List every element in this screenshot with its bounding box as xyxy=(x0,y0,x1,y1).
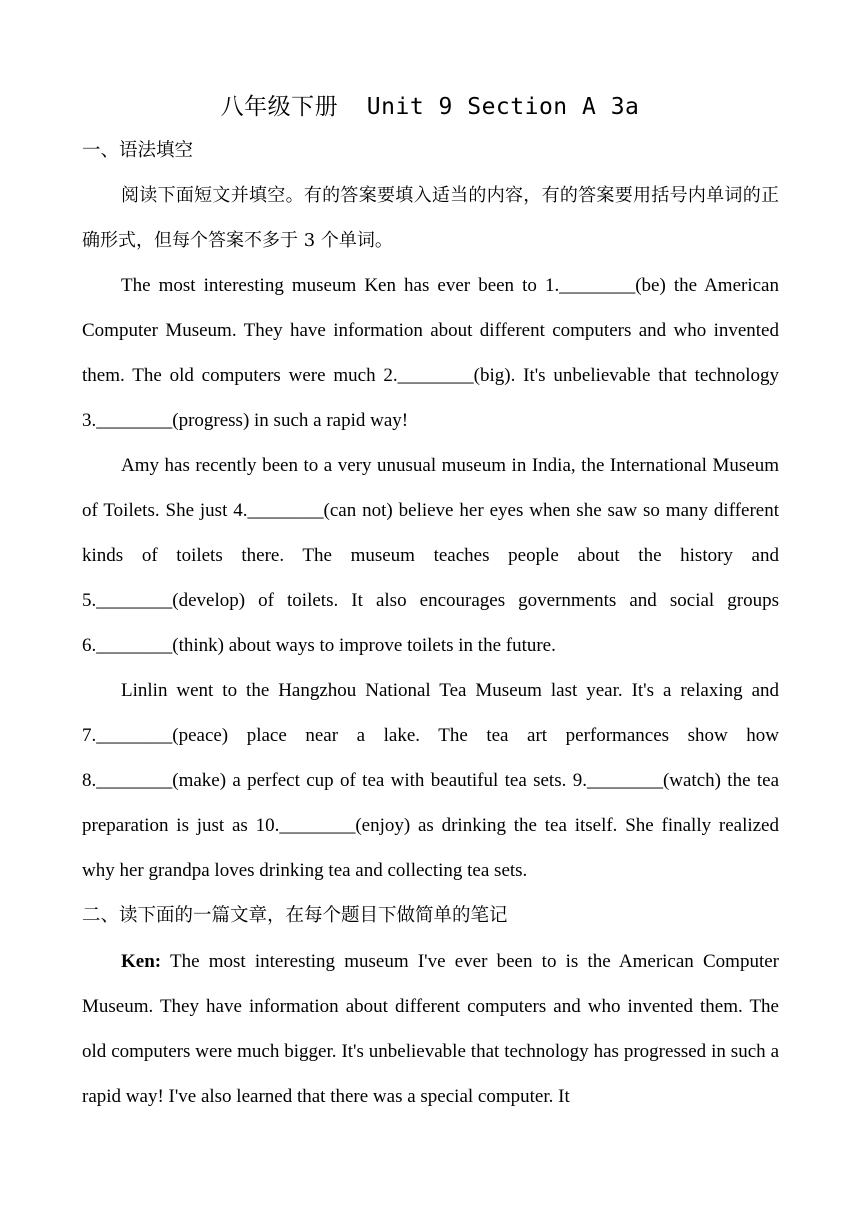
reading-passage-ken xyxy=(82,939,779,1119)
passage-paragraph-amy: Amy has recently been to a very unusual museum in India, the International Museum of Toilets. She just 4.________(can not) believe her eyes when she saw so many different kinds of toilets there. The museum teaches people about the history and 5.________(develop) of toilets. It also encourages governments and social groups 6.________(think) about ways to improve toilets in the future. xyxy=(82,455,779,656)
section2-heading: 二、读下面的一篇文章，在每个题目下做简单的笔记 xyxy=(82,905,508,926)
passage-paragraph-ken: The most interesting museum Ken has ever been to 1.________(be) the American Computer Museum. They have information about different computers and who invented them. The old computers were much 2.________(big). It's unbelievable that technology 3.________(progress) in such a rapid way! xyxy=(82,275,779,431)
section1-instructions: 阅读下面短文并填空。有的答案要填入适当的内容，有的答案要用括号内单词的正确形式，但每个答案不多于 3 个单词。 xyxy=(82,185,779,251)
reading-passage-text: The most interesting museum I've ever been to is the American Computer Museum. They have information about different computers and who invented them. The old computers were much bigger. It's unbelievable that technology has progressed in such a rapid way! I've also learned that there was a special computer. It xyxy=(82,951,779,1107)
speaker-label: Ken: xyxy=(121,951,162,972)
section1-heading: 一、语法填空 xyxy=(82,140,194,161)
page-title: 八年级下册 Unit 9 Section A 3a xyxy=(220,94,640,120)
passage-paragraph-linlin: Linlin went to the Hangzhou National Tea Museum last year. It's a relaxing and 7.________(peace) place near a lake. The tea art performances show how 8.________(make) a perfect cup of tea with beautiful tea sets. 9.________(watch) the tea preparation is just as 10.________(enjoy) as drinking the tea itself. She finally realized why her grandpa loves drinking tea and collecting tea sets. xyxy=(82,680,779,881)
